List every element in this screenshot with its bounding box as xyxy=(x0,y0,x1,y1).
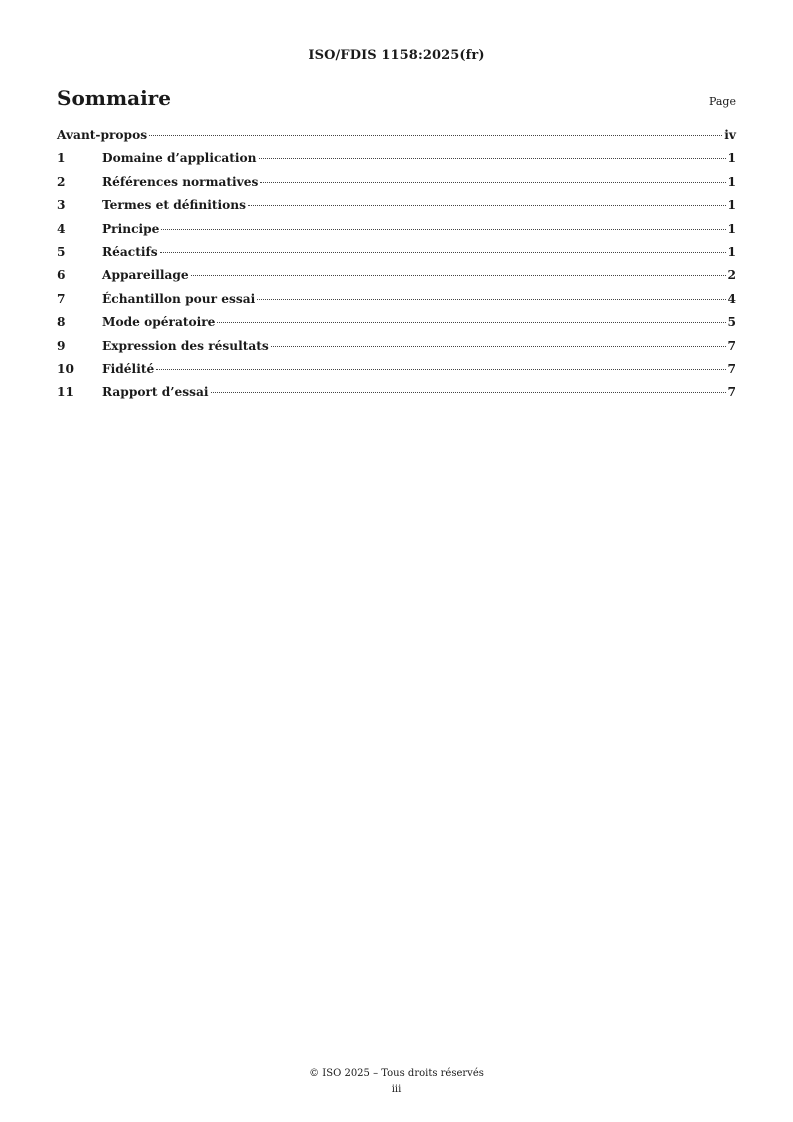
toc-dot-leader xyxy=(161,229,725,230)
toc-dot-leader xyxy=(217,322,725,323)
toc-page-column-label: Page xyxy=(708,95,736,108)
page-footer xyxy=(0,1066,793,1098)
toc-entry-label[interactable]: Réactifs xyxy=(102,244,158,259)
toc-entry-page[interactable]: 1 xyxy=(727,198,736,213)
toc-entry-page[interactable]: 1 xyxy=(727,174,736,189)
document-header: ISO/FDIS 1158:2025(fr) xyxy=(308,48,485,63)
toc-entry[interactable] xyxy=(57,292,736,315)
toc-list xyxy=(57,128,736,409)
toc-entry[interactable] xyxy=(57,245,736,268)
toc-entry[interactable] xyxy=(57,315,736,338)
toc-entry-page[interactable]: 5 xyxy=(727,315,736,330)
toc-entry-number: 8 xyxy=(57,315,66,330)
toc-entry-label[interactable]: Principe xyxy=(102,221,160,236)
toc-entry-page[interactable]: 1 xyxy=(727,151,736,166)
toc-entry-number: 4 xyxy=(57,221,66,236)
toc-dot-leader xyxy=(259,158,726,159)
toc-entry-number: 11 xyxy=(57,385,74,400)
toc-entry-label[interactable]: Échantillon pour essai xyxy=(102,291,256,306)
toc-entry-label[interactable]: Rapport d’essai xyxy=(102,385,209,400)
toc-entry-page[interactable]: 7 xyxy=(727,338,736,353)
toc-entry-page[interactable]: 4 xyxy=(727,291,736,306)
toc-entry[interactable] xyxy=(57,362,736,385)
toc-entry[interactable] xyxy=(57,175,736,198)
toc-entry[interactable] xyxy=(57,128,736,151)
toc-entry-page[interactable]: 2 xyxy=(727,268,736,283)
toc-entry[interactable] xyxy=(57,151,736,174)
toc-entry[interactable] xyxy=(57,385,736,408)
toc-entry-label[interactable]: Expression des résultats xyxy=(102,338,269,353)
toc-entry[interactable] xyxy=(57,268,736,291)
toc-entry[interactable] xyxy=(57,222,736,245)
toc-dot-leader xyxy=(149,135,722,136)
page-number: iii xyxy=(391,1084,402,1095)
toc-entry-page[interactable]: 7 xyxy=(727,385,736,400)
toc-entry-number: 7 xyxy=(57,291,66,306)
toc-entry[interactable] xyxy=(57,339,736,362)
toc-entry-label[interactable]: Domaine d’application xyxy=(102,151,257,166)
toc-dot-leader xyxy=(257,299,725,300)
toc-entry-number: 10 xyxy=(57,361,74,376)
toc-title: Sommaire xyxy=(57,86,171,110)
toc-entry-label[interactable]: Avant-propos xyxy=(57,128,148,142)
toc-entry-number: 9 xyxy=(57,338,66,353)
toc-dot-leader xyxy=(260,182,725,183)
toc-dot-leader xyxy=(248,205,726,206)
toc-entry-page[interactable]: 7 xyxy=(727,361,736,376)
toc-entry-label[interactable]: Références normatives xyxy=(102,174,259,189)
toc-entry-number: 6 xyxy=(57,268,66,283)
toc-entry-number: 1 xyxy=(57,151,66,166)
toc-entry-label[interactable]: Mode opératoire xyxy=(102,315,216,330)
toc-dot-leader xyxy=(156,369,725,370)
toc-dot-leader xyxy=(211,392,726,393)
toc-entry-page[interactable]: iv xyxy=(724,128,736,142)
toc-entry-number: 3 xyxy=(57,198,66,213)
toc-entry[interactable] xyxy=(57,198,736,221)
toc-entry-label[interactable]: Termes et définitions xyxy=(102,198,246,213)
toc-dot-leader xyxy=(160,252,726,253)
toc-entry-page[interactable]: 1 xyxy=(727,244,736,259)
toc-dot-leader xyxy=(271,346,726,347)
toc-entry-label[interactable]: Appareillage xyxy=(102,268,189,283)
toc-title-row xyxy=(57,86,736,110)
toc-entry-number: 5 xyxy=(57,244,66,259)
toc-entry-number: 2 xyxy=(57,174,66,189)
toc-dot-leader xyxy=(191,275,726,276)
toc-entry-label[interactable]: Fidélité xyxy=(102,361,155,376)
toc-entry-page[interactable]: 1 xyxy=(727,221,736,236)
copyright-notice: © ISO 2025 – Tous droits réservés xyxy=(309,1068,484,1079)
